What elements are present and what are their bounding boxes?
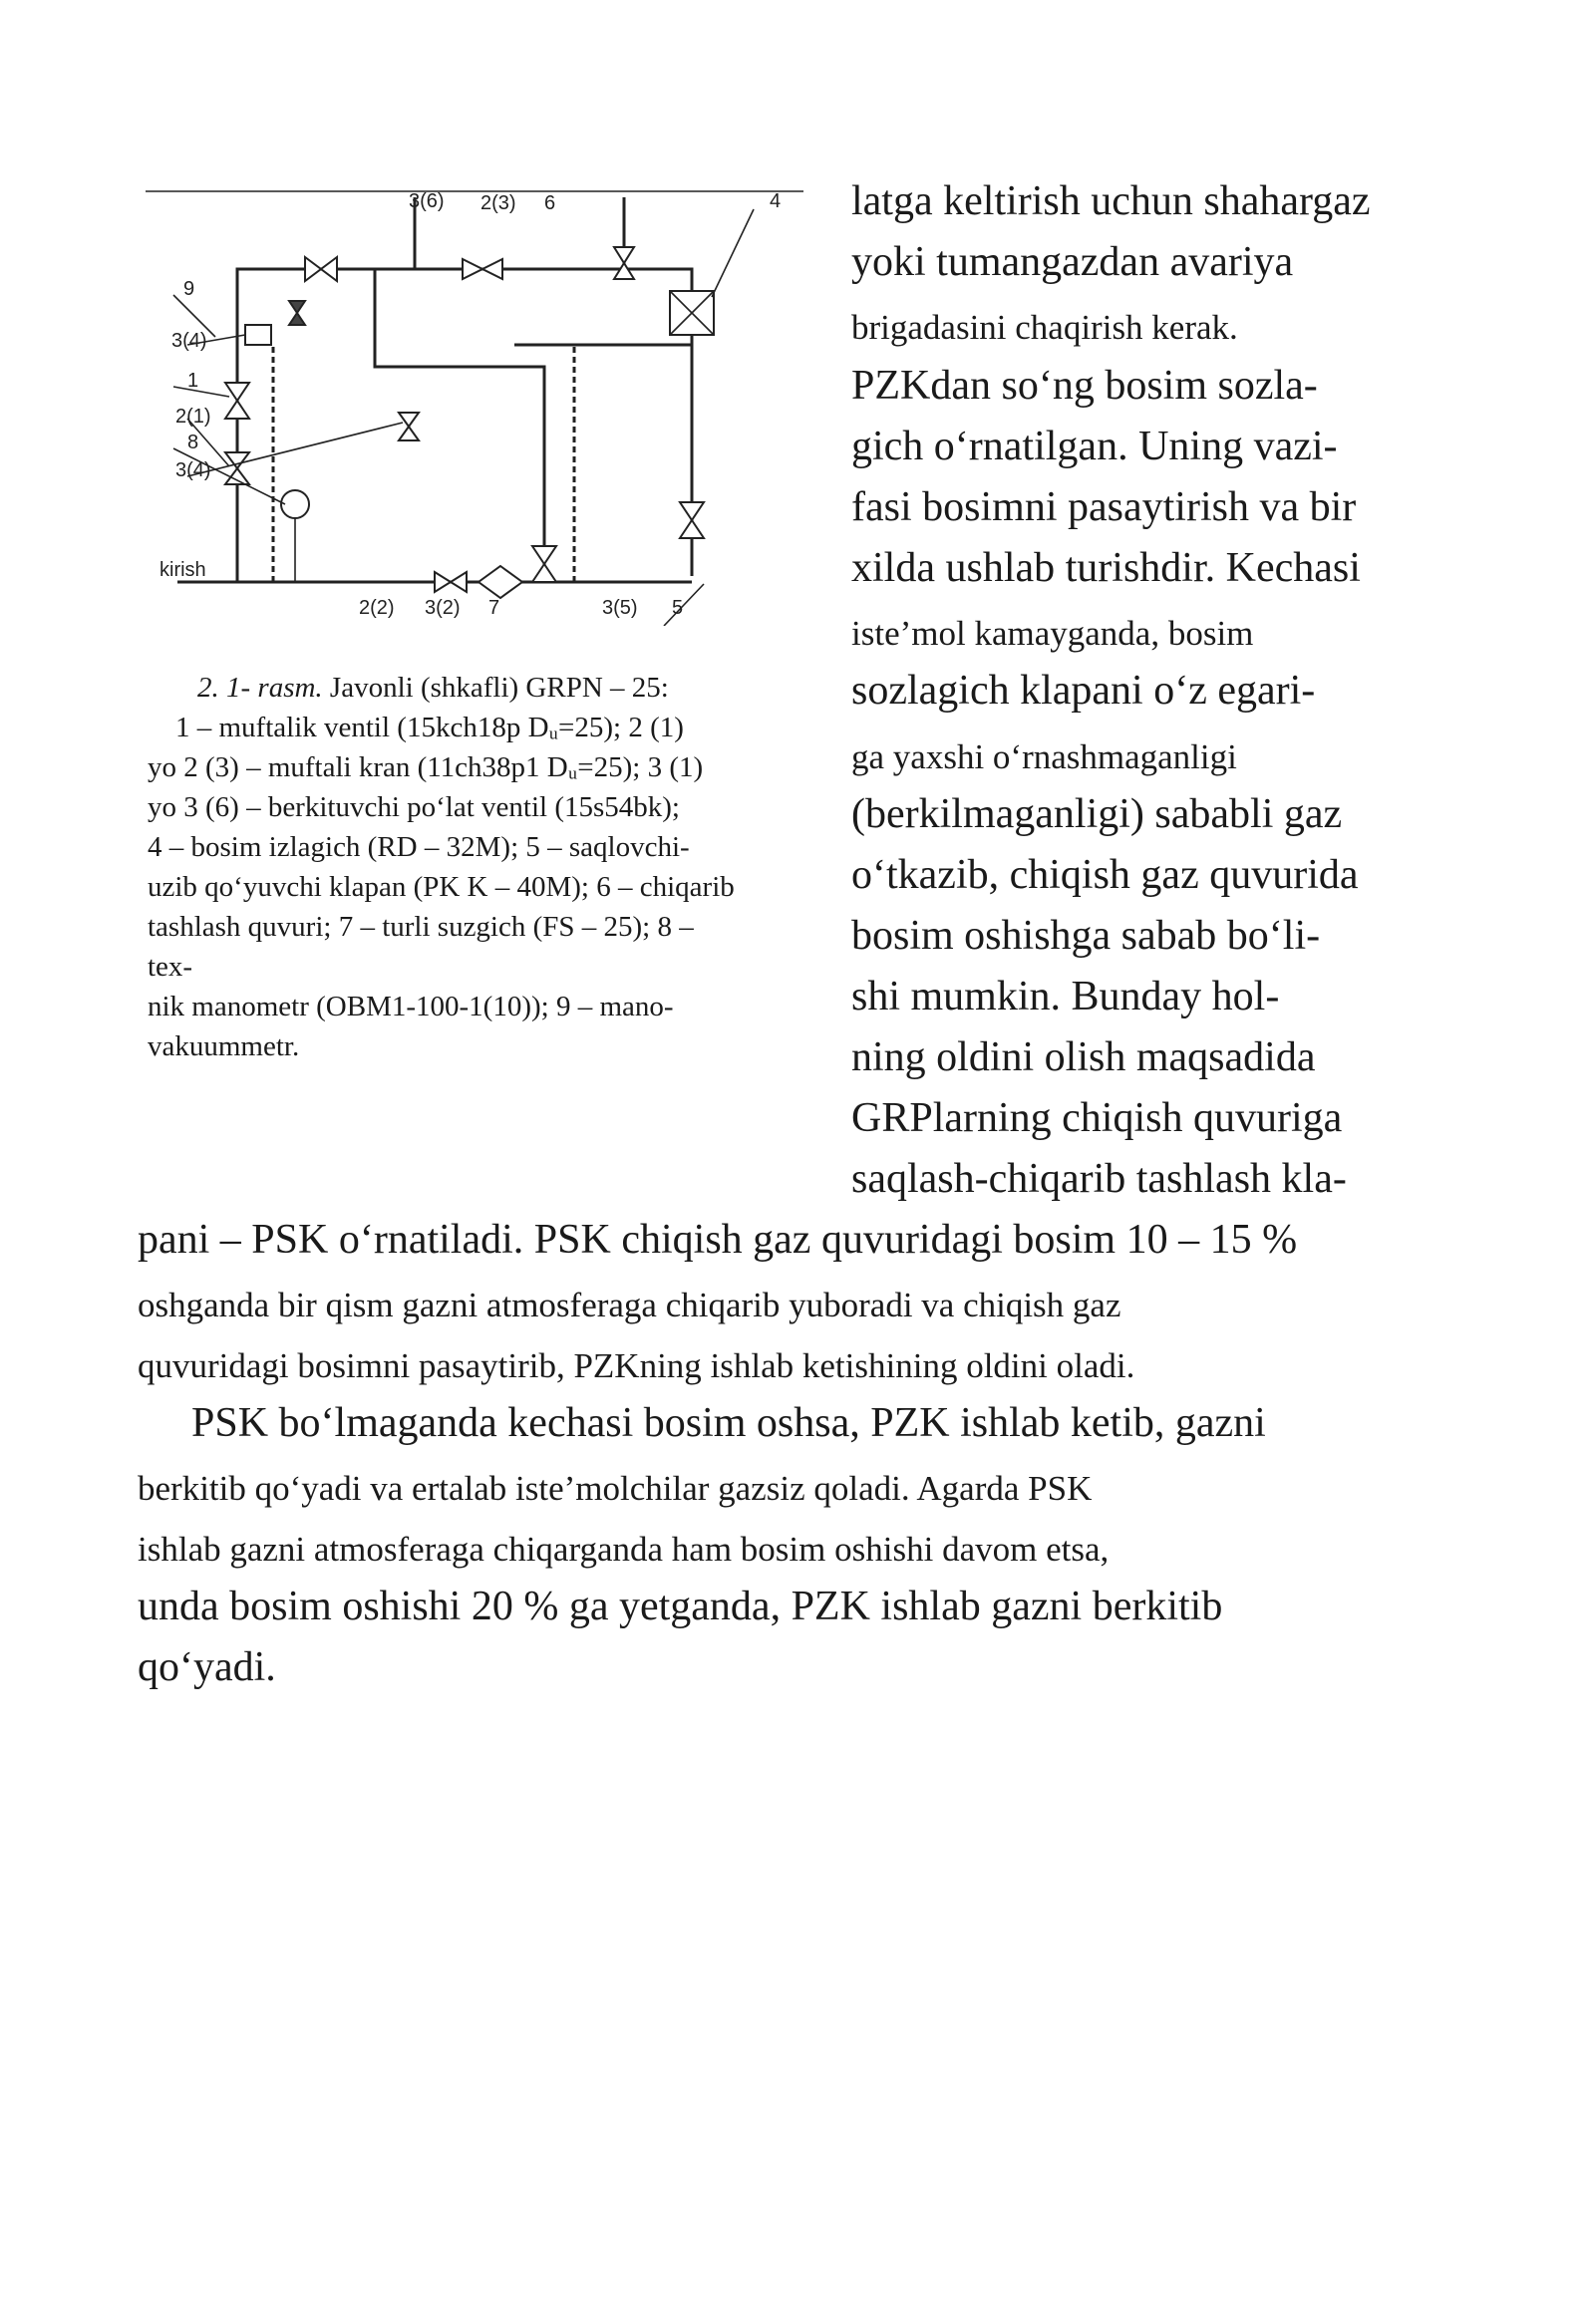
caption-line: vakuummetr.	[148, 1030, 300, 1062]
valve-2-3	[463, 259, 502, 279]
inlet-vertical-pipe	[237, 267, 335, 582]
valve-3-6	[305, 257, 337, 281]
text-line: yoki tumangazdan avariya	[851, 239, 1294, 285]
top-pipe	[237, 269, 692, 576]
filter-7	[478, 566, 522, 598]
paragraph-start-line: PSK bo‘lmaganda kechasi bosim oshsa, PZK ishlab ketib, gazni	[191, 1400, 1266, 1446]
inner-loop-pipe	[375, 269, 544, 582]
label-3-4-top: 3(4)	[171, 330, 207, 352]
text-line: unda bosim oshishi 20 % ga yetganda, PZK ishlab gazni berkitib	[138, 1584, 1223, 1629]
label-kirish: kirish	[160, 559, 206, 581]
text-line: (berkilmaganligi) sababli gaz	[851, 791, 1343, 837]
label-6: 6	[544, 192, 556, 214]
caption-line: tashlash quvuri; 7 – turli suzgich (FS – 25); 8 –	[148, 911, 694, 943]
safety-valve-5	[680, 502, 704, 538]
text-line: ning oldini olish maqsadida	[851, 1034, 1316, 1080]
caption-number: 2. 1- rasm.	[197, 672, 323, 704]
text-line: bosim oshishga sabab bo‘li-	[851, 913, 1321, 959]
text-line: berkitib qo‘yadi va ertalab iste’molchilar gazsiz qoladi. Agarda PSK	[138, 1469, 1093, 1508]
caption-line: 1 – muftalik ventil (15kch18p Dᵤ=25); 2 (1)	[175, 712, 684, 743]
regulator-4	[670, 291, 714, 335]
text-line: PZKdan so‘ng bosim sozla-	[851, 363, 1318, 409]
label-3-2: 3(2)	[425, 597, 461, 619]
label-8: 8	[187, 432, 199, 453]
text-line: brigadasini chaqirish kerak.	[851, 308, 1238, 347]
text-line: latga keltirish uchun shahargaz	[851, 178, 1371, 224]
valve-3-5	[532, 546, 556, 582]
leader-1	[173, 387, 229, 397]
text-line: fasi bosimni pasaytirish va bir	[851, 484, 1357, 530]
text-line: shi mumkin. Bunday hol-	[851, 974, 1280, 1019]
valve-top-left	[289, 301, 305, 325]
label-1: 1	[187, 370, 199, 392]
caption-heading	[148, 668, 825, 708]
label-7: 7	[488, 597, 500, 619]
valve-3-2	[435, 572, 467, 592]
text-line: ga yaxshi o‘rnashmaganligi	[851, 737, 1237, 776]
text-line: iste’mol kamayganda, bosim	[851, 614, 1254, 653]
text-line: saqlash-chiqarib tashlash kla-	[851, 1156, 1347, 1202]
text-line: qo‘yadi.	[138, 1644, 276, 1690]
manometer-8	[281, 490, 309, 582]
label-2-2: 2(2)	[359, 597, 395, 619]
text-line: pani – PSK o‘rnatiladi. PSK chiqish gaz quvuridagi bosim 10 – 15 %	[138, 1217, 1298, 1263]
label-2-3: 2(3)	[480, 192, 516, 214]
text-line: oshganda bir qism gazni atmosferaga chiqarib yuboradi va chiqish gaz	[138, 1286, 1121, 1324]
caption-line: nik manometr (OBM1-100-1(10)); 9 – mano-	[148, 991, 674, 1022]
label-3-6: 3(6)	[409, 190, 445, 212]
label-2-1: 2(1)	[175, 406, 211, 428]
valve-6	[614, 247, 634, 279]
caption-line: 4 – bosim izlagich (RD – 32M); 5 – saqlovchi-	[148, 831, 690, 863]
leader-4	[712, 209, 754, 297]
caption-line: yo 2 (3) – muftali kran (11ch38p1 Dᵤ=25); 3 (1)	[148, 751, 704, 783]
leader-3-4-bot	[187, 423, 403, 476]
leader-5	[664, 584, 704, 626]
label-3-5: 3(5)	[602, 597, 638, 619]
caption-line: yo 3 (6) – berkituvchi po‘lat ventil (15s54bk);	[148, 791, 680, 823]
caption-line: tex-	[148, 951, 193, 983]
caption-title: Javonli (shkafli) GRPN – 25:	[329, 672, 669, 704]
valve-1	[225, 383, 249, 419]
vacuum-gauge-9	[245, 325, 271, 345]
valve-3-4	[399, 413, 419, 440]
text-line: quvuridagi bosimni pasaytirib, PZKning ishlab ketishining oldini oladi.	[138, 1346, 1135, 1385]
text-line: ishlab gazni atmosferaga chiqarganda ham bosim oshishi davom etsa,	[138, 1530, 1110, 1569]
label-9: 9	[183, 278, 195, 300]
label-4: 4	[770, 190, 782, 212]
label-5: 5	[672, 597, 684, 619]
text-line: o‘tkazib, chiqish gaz quvurida	[851, 852, 1359, 898]
text-line: sozlagich klapani o‘z egari-	[851, 668, 1316, 714]
grpn-schematic-drawing	[146, 187, 803, 626]
text-line: GRPlarning chiqish quvuriga	[851, 1095, 1343, 1141]
grpn-schematic-figure	[146, 187, 803, 626]
figure-caption	[148, 668, 825, 1066]
label-3-4-bot: 3(4)	[175, 459, 211, 481]
text-line: gich o‘rnatilgan. Uning vazi-	[851, 424, 1338, 469]
text-line: xilda ushlab turishdir. Kechasi	[851, 545, 1361, 591]
caption-line: uzib qo‘yuvchi klapan (PK K – 40M); 6 – chiqarib	[148, 871, 735, 903]
